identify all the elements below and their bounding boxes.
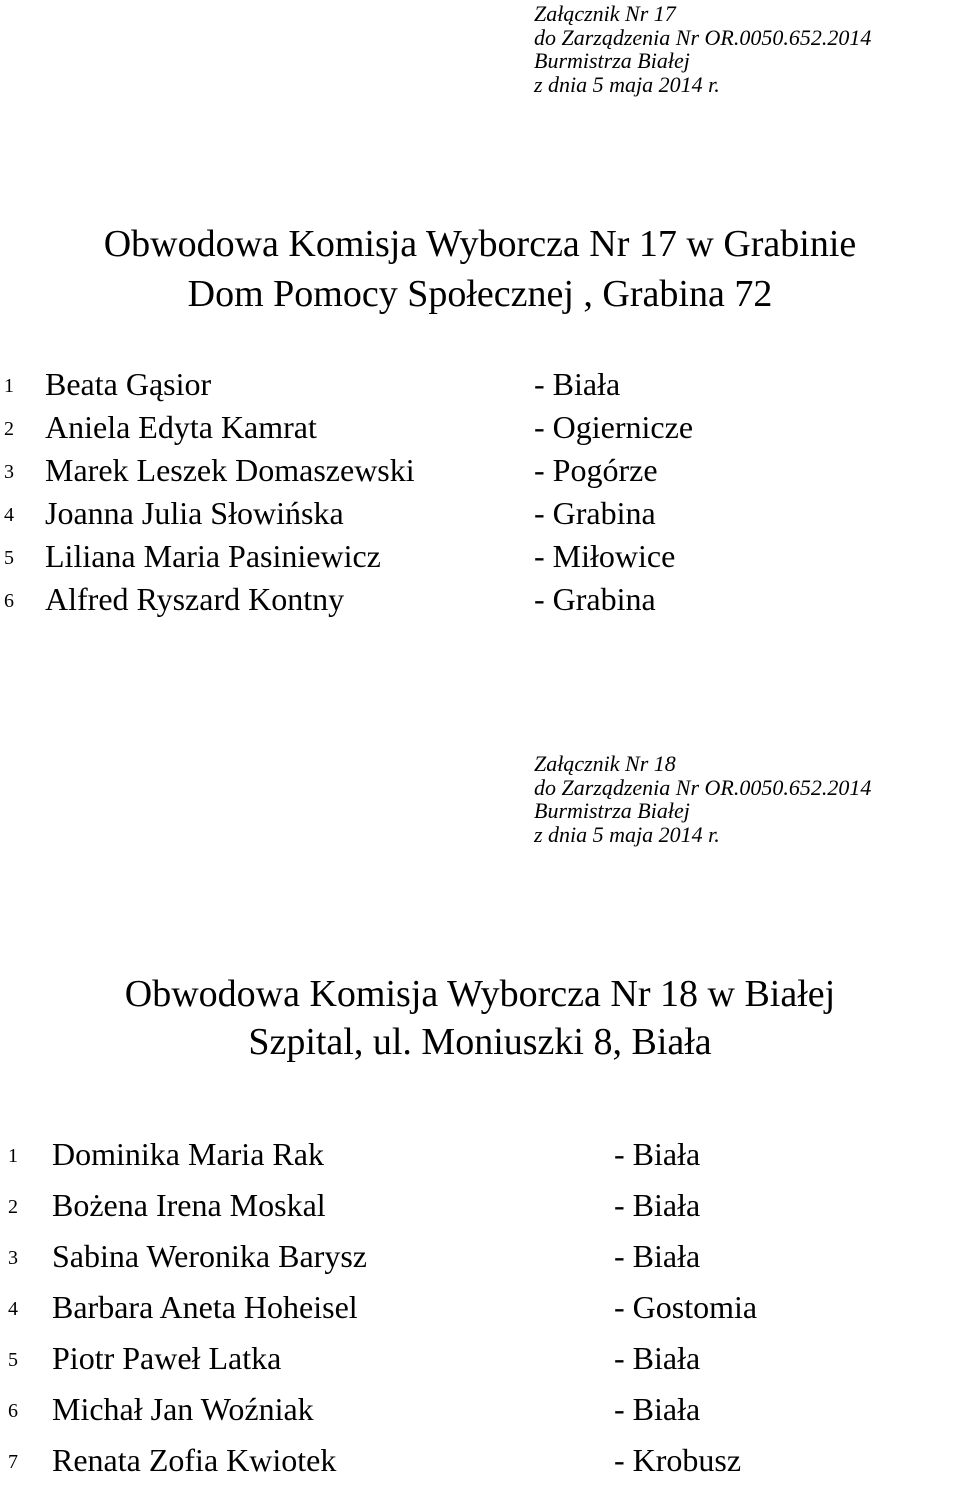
member-place: - Biała xyxy=(614,1187,701,1223)
member-place: - Biała xyxy=(534,366,621,402)
member-number: 4 xyxy=(4,504,14,526)
member-place: - Biała xyxy=(614,1136,701,1172)
commission-location-17: Dom Pomocy Społecznej , Grabina 72 xyxy=(187,273,773,315)
member-name: Marek Leszek Domaszewski xyxy=(45,452,415,488)
member-place: - Pogórze xyxy=(534,452,658,488)
member-place: - Krobusz xyxy=(614,1442,742,1478)
member-number: 4 xyxy=(8,1298,18,1320)
member-number: 2 xyxy=(4,418,14,440)
member-name: Renata Zofia Kwiotek xyxy=(52,1442,337,1478)
member-place: - Ogiernicze xyxy=(534,409,694,445)
annex-number: Załącznik Nr 18 xyxy=(534,751,676,776)
annex-date: z dnia 5 maja 2014 r. xyxy=(534,71,720,97)
member-number: 5 xyxy=(4,547,14,569)
member-place: - Biała xyxy=(614,1391,701,1427)
member-name: Aniela Edyta Kamrat xyxy=(45,409,317,445)
annex-number: Załącznik Nr 17 xyxy=(534,1,676,26)
commission-title-17: Obwodowa Komisja Wyborcza Nr 17 w Grabinie xyxy=(103,223,857,265)
member-number: 3 xyxy=(8,1247,18,1269)
member-place: - Biała xyxy=(614,1238,701,1274)
member-place: - Grabina xyxy=(534,495,656,531)
commission-title-18: Obwodowa Komisja Wyborcza Nr 18 w Białej xyxy=(124,973,836,1015)
member-place: - Miłowice xyxy=(534,538,676,574)
member-name: Piotr Paweł Latka xyxy=(52,1340,282,1376)
annex-issuer: Burmistrza Białej xyxy=(534,798,690,823)
annex-date: z dnia 5 maja 2014 r. xyxy=(534,821,720,847)
member-name: Bożena Irena Moskal xyxy=(52,1187,326,1223)
member-number: 1 xyxy=(4,375,14,397)
member-number: 3 xyxy=(4,461,14,483)
member-name: Sabina Weronika Barysz xyxy=(52,1238,367,1274)
commission-location-18: Szpital, ul. Moniuszki 8, Biała xyxy=(248,1021,712,1063)
member-number: 6 xyxy=(8,1400,18,1422)
member-number: 5 xyxy=(8,1349,18,1371)
member-name: Liliana Maria Pasiniewicz xyxy=(45,538,381,574)
member-name: Beata Gąsior xyxy=(45,366,212,402)
member-number: 1 xyxy=(8,1145,18,1167)
member-place: - Gostomia xyxy=(614,1289,758,1325)
member-name: Michał Jan Woźniak xyxy=(52,1391,314,1427)
annex-issuer: Burmistrza Białej xyxy=(534,48,690,73)
member-number: 7 xyxy=(8,1451,18,1473)
member-number: 2 xyxy=(8,1196,18,1218)
member-name: Alfred Ryszard Kontny xyxy=(45,581,345,617)
annex-header-17 xyxy=(534,2,871,96)
member-name: Barbara Aneta Hoheisel xyxy=(52,1289,358,1325)
member-number: 6 xyxy=(4,590,14,612)
annex-header-18 xyxy=(534,752,871,846)
member-name: Dominika Maria Rak xyxy=(52,1136,324,1172)
annex-order-ref: do Zarządzenia Nr OR.0050.652.2014 xyxy=(534,24,872,50)
member-name: Joanna Julia Słowińska xyxy=(45,495,344,531)
member-place: - Grabina xyxy=(534,581,656,617)
member-place: - Biała xyxy=(614,1340,701,1376)
annex-order-ref: do Zarządzenia Nr OR.0050.652.2014 xyxy=(534,774,872,800)
